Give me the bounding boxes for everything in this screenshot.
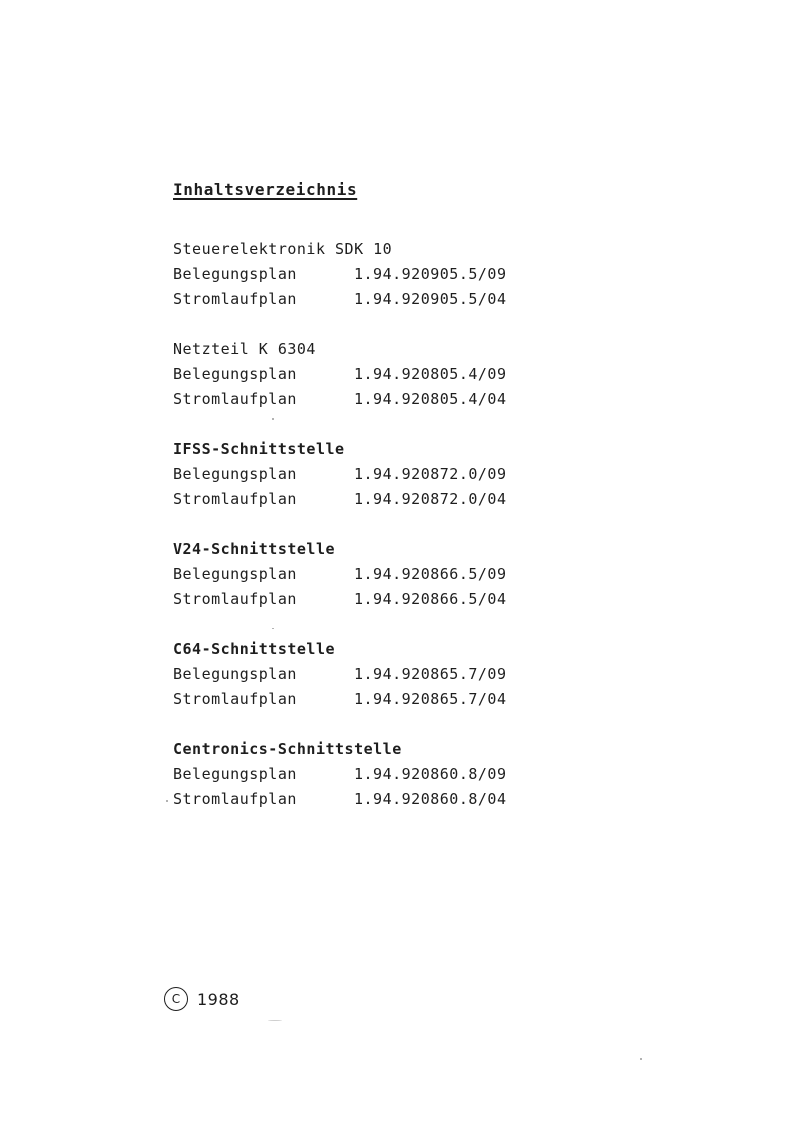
entry-label: Stromlaufplan	[173, 590, 297, 608]
section-title: V24-Schnittstelle	[173, 540, 336, 558]
entry-code: 1.94.920905.5/09	[354, 265, 507, 283]
entry-code: 1.94.920872.0/09	[354, 465, 507, 483]
copyright-notice	[164, 987, 240, 1011]
toc-section-steuerelektronik	[173, 237, 553, 312]
toc-entry	[173, 662, 553, 687]
entry-label: Stromlaufplan	[173, 290, 297, 308]
section-title: IFSS-Schnittstelle	[173, 440, 345, 458]
toc-entry	[173, 262, 553, 287]
entry-code: 1.94.920866.5/09	[354, 565, 507, 583]
entry-label: Belegungsplan	[173, 665, 297, 683]
toc-entry	[173, 387, 553, 412]
toc-entry	[173, 587, 553, 612]
entry-label: Stromlaufplan	[173, 790, 297, 808]
toc-section-centronics	[173, 737, 553, 812]
toc-entry	[173, 787, 553, 812]
entry-code: 1.94.920860.8/09	[354, 765, 507, 783]
entry-label: Belegungsplan	[173, 565, 297, 583]
page-title: Inhaltsverzeichnis	[173, 180, 358, 199]
scan-speck	[268, 1020, 282, 1021]
section-title: Netzteil K 6304	[173, 340, 316, 358]
entry-code: 1.94.920872.0/04	[354, 490, 507, 508]
section-title: Centronics-Schnittstelle	[173, 740, 402, 758]
toc-entry	[173, 762, 553, 787]
scan-speck	[272, 418, 274, 420]
entry-code: 1.94.920865.7/09	[354, 665, 507, 683]
entry-code: 1.94.920905.5/04	[354, 290, 507, 308]
entry-code: 1.94.920805.4/09	[354, 365, 507, 383]
entry-label: Stromlaufplan	[173, 490, 297, 508]
toc-entry	[173, 687, 553, 712]
toc-entry	[173, 562, 553, 587]
scan-speck	[272, 628, 274, 629]
toc-entry	[173, 487, 553, 512]
toc-entry	[173, 287, 553, 312]
toc-section-netzteil	[173, 337, 553, 412]
scan-speck	[166, 800, 168, 802]
entry-label: Belegungsplan	[173, 365, 297, 383]
copyright-icon: C	[164, 987, 188, 1011]
toc-section-v24	[173, 537, 553, 612]
toc-entry	[173, 462, 553, 487]
entry-code: 1.94.920866.5/04	[354, 590, 507, 608]
toc-section-c64	[173, 637, 553, 712]
entry-label: Belegungsplan	[173, 465, 297, 483]
entry-label: Stromlaufplan	[173, 390, 297, 408]
entry-label: Belegungsplan	[173, 265, 297, 283]
entry-label: Stromlaufplan	[173, 690, 297, 708]
scan-speck	[640, 1058, 642, 1060]
section-title: C64-Schnittstelle	[173, 640, 336, 658]
entry-code: 1.94.920860.8/04	[354, 790, 507, 808]
entry-label: Belegungsplan	[173, 765, 297, 783]
section-title: Steuerelektronik SDK 10	[173, 240, 393, 258]
entry-code: 1.94.920805.4/04	[354, 390, 507, 408]
copyright-year: 1988	[197, 989, 240, 1009]
toc-section-ifss	[173, 437, 553, 512]
toc-entry	[173, 362, 553, 387]
entry-code: 1.94.920865.7/04	[354, 690, 507, 708]
